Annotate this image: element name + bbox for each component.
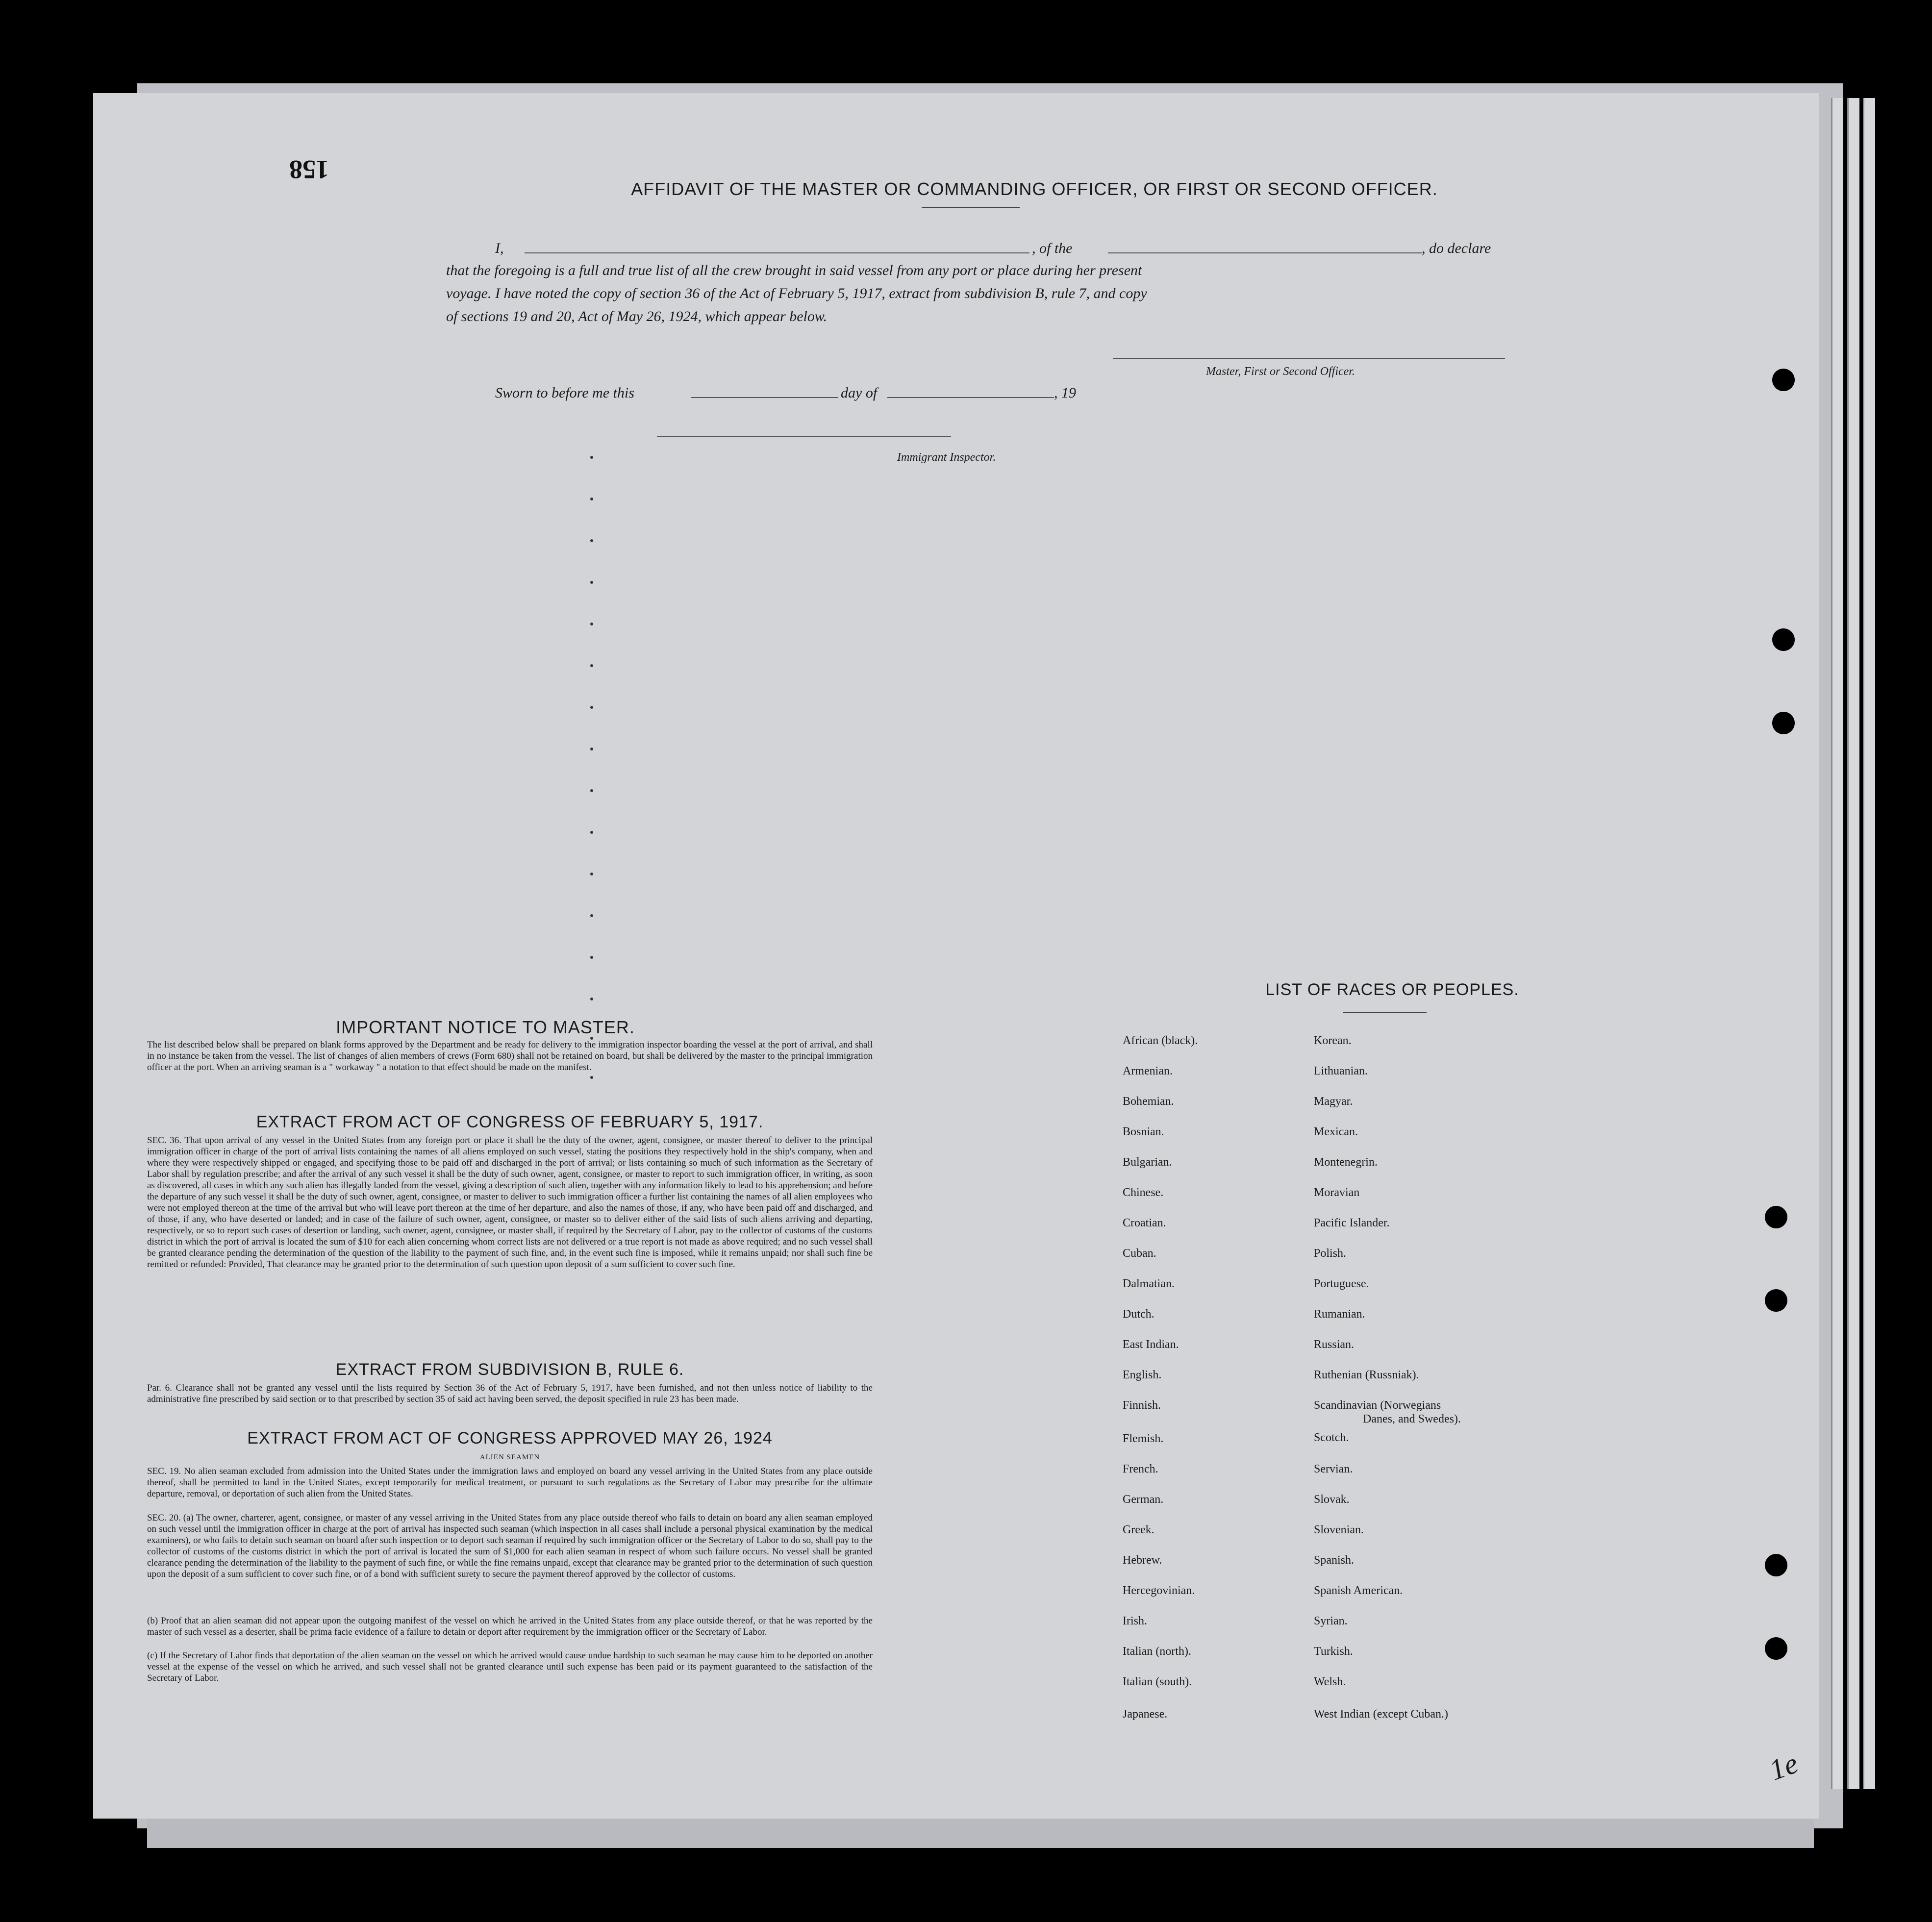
punch-hole [1772,628,1795,651]
mark [590,998,593,1000]
race-right-item: Slovak. [1314,1493,1350,1506]
race-right-item: Magyar. [1314,1095,1353,1108]
race-left-item: African (black). [1123,1034,1198,1047]
race-right-item: Montenegrin. [1314,1156,1378,1169]
race-right-item: Welsh. [1314,1675,1346,1688]
vessel-fill-line [1108,252,1422,253]
punch-hole [1765,1554,1787,1576]
mark [590,706,593,709]
document-page [93,93,1819,1819]
year-text: , 19 [1054,385,1076,401]
race-right-item-continued: Danes, and Swedes). [1363,1413,1461,1425]
day-of-text: day of [841,385,878,401]
race-left-item: Hercegovinian. [1123,1584,1195,1597]
extract-1924-sec20b: (b) Proof that an alien seaman did not appear upon the outgoing manifest of the vessel on which he arrived in the United States from any place outside thereof, or that he was reported by the master of such vessel as a deserter, shall be prima facie evidence of a failure to detain or deport after requirement by the immigration officer or the Secretary of Labor. [147,1616,873,1637]
footer-strip [147,1819,1814,1848]
page-edge [1863,98,1875,1789]
month-fill-line [887,397,1054,398]
affidavit-line1-mid: , of the [1032,240,1073,256]
race-left-item: East Indian. [1123,1338,1179,1351]
mark [590,956,593,959]
affidavit-line3: voyage. I have noted the copy of section 36 of the Act of February 5, 1917, extract from subdivision B, rule 7, and copy [446,285,1147,301]
race-right-item: Pacific Islander. [1314,1217,1390,1229]
mark [590,623,593,625]
notice-body: The list described below shall be prepared on blank forms approved by the Department and be ready for delivery to the immigration inspector boarding the vessel at the port of arrival, and shall in no instance be taken from the vessel. The list of changes of alien members of crews (Form 680) shall not be retained on board, but shall be delivered by the master to the principal immigration officer at the port. When an arriving seaman is a " workaway " a notation to that effect should be made on the manifest. [147,1040,873,1073]
affidavit-line4: of sections 19 and 20, Act of May 26, 1924, which appear below. [446,308,828,324]
race-left-item: Flemish. [1123,1432,1164,1445]
extract-1924-subtitle: ALIEN SEAMEN [479,1453,540,1461]
mark [590,873,593,875]
extract-1917-body: SEC. 36. That upon arrival of any vessel in the United States from any foreign port or place it shall be the duty of the owner, agent, consignee, or master thereof to deliver to the principal immigration officer in charge of the port of arrival lists containing the names of all aliens employed on such vessel, stating the positions they respectively hold in the ship's company, when and where they were respectively shipped or engaged, and specifying those to be paid off and discharged in the port of arrival; or lists containing so much of such information as the Secretary of Labor shall by regulation prescribe; and after the arrival of any such vessel it shall be the duty of such owner, agent, consignee, or master to report to such immigration officer, in writing, as soon as discovered, all cases in which any such alien has illegally landed from the vessel, giving a description of such alien, together with any information likely to lead to his apprehension; and before the departure of any such vessel it shall be the duty of such owner, agent, consignee, or master to deliver to such immigration officer a further list containing the names of all alien employees who were not employed thereon at the time of the arrival but who will leave port thereon at the time of her departure, and also the names of those, if any, who have been paid off and discharged, and of those, if any, who have deserted or landed; and in case of the failure of such owner, agent, consignee, or master so to deliver either of the said lists of such aliens arriving and departing, respectively, or so to report such cases of desertion or landing, such owner, agent, consignee, or master shall, if required by the Secretary of Labor, pay to the collector of customs of the customs district in which the port of arrival is located the sum of $10 for each alien concerning whom correct lists are not delivered or a true report is not made as above required; and no such vessel shall be granted clearance pending the determination of the question of the liability to the payment of such fine, and, in the event such fine is imposed, while it remains unpaid; nor shall such fine be remitted or refunded: Provided, That clearance may be granted prior to the determination of such question upon deposit of a sum sufficient to cover such fine. [147,1135,873,1270]
race-right-item: Turkish. [1314,1645,1353,1658]
race-right-item: West Indian (except Cuban.) [1314,1708,1448,1721]
race-left-item: Cuban. [1123,1247,1156,1260]
race-left-item: Hebrew. [1123,1554,1162,1567]
race-right-item: Ruthenian (Russniak). [1314,1369,1419,1381]
mark [590,664,593,667]
race-right-item: Syrian. [1314,1615,1348,1627]
page-edge [1847,98,1859,1789]
race-left-item: Chinese. [1123,1186,1164,1199]
mark [590,789,593,792]
race-right-item: Lithuanian. [1314,1065,1368,1077]
extract-rule6-body: Par. 6. Clearance shall not be granted any vessel until the lists required by Section 36 of the Act of February 5, 1917, have been furnished, and not then unless notice of liability to the administrative fine prescribed by said section or to that prescribed by section 35 of said act having been served, the deposit specified in rule 23 has been made. [147,1383,873,1404]
master-caption: Master, First or Second Officer. [1206,365,1355,378]
race-left-item: Italian (north). [1123,1645,1191,1658]
divider [922,207,1020,208]
race-left-item: Dalmatian. [1123,1277,1175,1290]
race-left-item: Japanese. [1123,1708,1168,1721]
divider [1343,1012,1427,1013]
affidavit-title: AFFIDAVIT OF THE MASTER OR COMMANDING OFFICER, OR FIRST OR SECOND OFFICER. [631,179,1438,199]
race-right-item: Scotch. [1314,1431,1349,1444]
mark [590,456,593,459]
extract-1924-sec20c: (c) If the Secretary of Labor finds that deportation of the alien seaman on the vessel on which he arrived would cause undue hardship to such seaman he may cause him to be deported on another vessel at the expense of the vessel on which he arrived, and such vessel shall not be granted clearance until such expense has been paid or its payment guaranteed to the satisfaction of the Secretary of Labor. [147,1650,873,1683]
master-signature-line [1113,358,1505,359]
extract-1917-title: EXTRACT FROM ACT OF CONGRESS OF FEBRUARY 5, 1917. [256,1113,764,1131]
affidavit-line1-start: I, [495,240,504,256]
race-right-item: Servian. [1314,1463,1353,1475]
affidavit-line1-end: , do declare [1422,240,1491,256]
race-right-item: Korean. [1314,1034,1352,1047]
page-edge [1831,98,1843,1789]
race-left-item: Greek. [1123,1523,1154,1536]
extract-1924-title: EXTRACT FROM ACT OF CONGRESS APPROVED MAY 26, 1924 [247,1429,773,1448]
mark [590,498,593,500]
race-left-item: Bohemian. [1123,1095,1174,1108]
sworn-text: Sworn to before me this [495,385,634,401]
race-left-item: Dutch. [1123,1308,1154,1321]
punch-hole [1765,1206,1787,1228]
punch-hole [1765,1289,1787,1312]
mark [590,831,593,834]
inspector-signature-line [657,436,951,437]
mark [590,581,593,584]
race-right-item: Russian. [1314,1338,1355,1351]
mark [590,914,593,917]
punch-hole [1772,369,1795,391]
race-right-item: Spanish. [1314,1554,1355,1567]
extract-rule6-title: EXTRACT FROM SUBDIVISION B, RULE 6. [335,1360,684,1379]
race-right-item: Scandinavian (Norwegians [1314,1399,1441,1412]
page-number-stamp: 158 [289,155,329,184]
mark [590,1076,593,1079]
inspector-caption: Immigrant Inspector. [897,451,996,464]
race-right-item: Portuguese. [1314,1277,1369,1290]
race-left-item: Bulgarian. [1123,1156,1172,1169]
race-right-item: Moravian [1314,1186,1360,1199]
race-left-item: Armenian. [1123,1065,1173,1077]
race-right-item: Polish. [1314,1247,1347,1260]
race-left-item: Bosnian. [1123,1125,1164,1138]
mark [590,539,593,542]
race-right-item: Slovenian. [1314,1523,1364,1536]
mark [590,748,593,750]
day-fill-line [691,397,838,398]
punch-hole [1765,1637,1787,1660]
race-left-item: Irish. [1123,1615,1147,1627]
extract-1924-sec20a: SEC. 20. (a) The owner, charterer, agent, consignee, or master of any vessel arriving in the United States from any place outside thereof who fails to detain on board any alien seaman employed on such vessel until the immigration officer in charge at the port of arrival has inspected such seaman (which inspection in all cases shall include a personal physical examination by the medical examiners), or who fails to detain such seaman on board after such inspection or to deport such seaman if required by such immigration officer or the Secretary of Labor to do so, shall pay to the collector of customs of the customs district in which the port of arrival is located the sum of $1,000 for each alien seaman in respect of whom such failure occurs. No vessel shall be granted clearance pending the determination of the liability to the payment of such fine, or while the fine remains unpaid, except that clearance may be granted prior to the determination of such question upon the deposit of a sum sufficient to cover such fine, or of a bond with sufficient surety to secure the payment thereof approved by the collector of customs. [147,1513,873,1579]
margin-note: 1e [1765,1747,1803,1787]
race-right-item: Rumanian. [1314,1308,1365,1321]
race-left-item: French. [1123,1463,1158,1475]
affidavit-line2: that the foregoing is a full and true list of all the crew brought in said vessel from any port or place during her present [446,262,1142,278]
races-title: LIST OF RACES OR PEOPLES. [1265,980,1519,999]
race-left-item: Croatian. [1123,1217,1166,1229]
race-right-item: Spanish American. [1314,1584,1403,1597]
race-right-item: Mexican. [1314,1125,1358,1138]
notice-title: IMPORTANT NOTICE TO MASTER. [336,1017,635,1037]
extract-1924-sec19: SEC. 19. No alien seaman excluded from admission into the United States under the immigration laws and employed on board any vessel arriving in the United States from any place outside thereof, shall be permitted to land in the United States, except temporarily for medical treatment, or pursuant to such regulations as the Secretary of Labor may prescribe for the ultimate departure, removal, or deportation of such alien from the United States. [147,1466,873,1499]
punch-hole [1772,712,1795,734]
race-left-item: German. [1123,1493,1164,1506]
race-left-item: English. [1123,1369,1162,1381]
name-fill-line [525,252,1029,253]
race-left-item: Finnish. [1123,1399,1161,1412]
race-left-item: Italian (south). [1123,1675,1192,1688]
